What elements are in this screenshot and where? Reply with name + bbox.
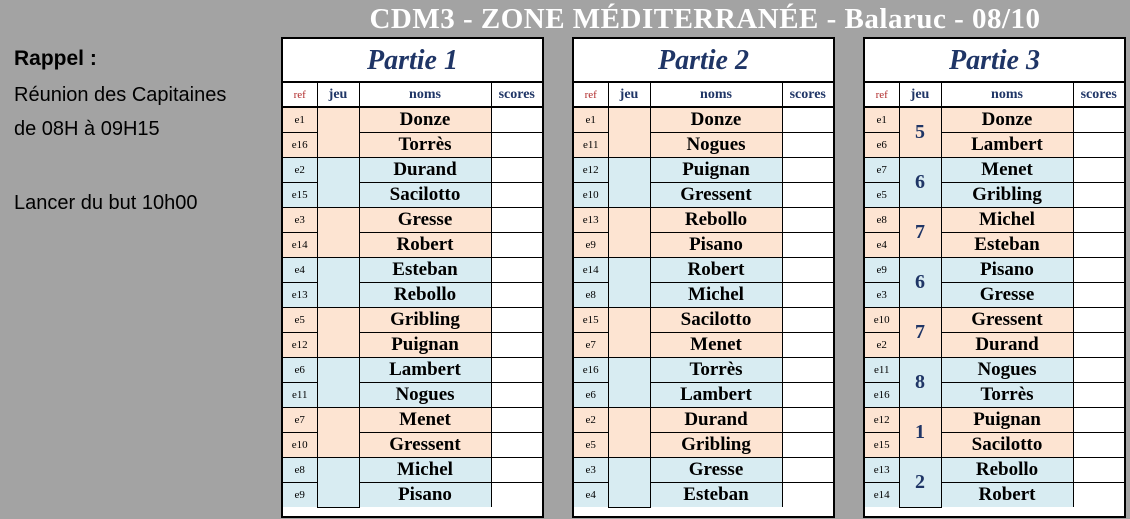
jeu-number — [608, 158, 650, 208]
team-name: Esteban — [359, 258, 491, 283]
header-noms: noms — [941, 83, 1073, 107]
team-name: Torrès — [941, 383, 1073, 408]
team-name: Michel — [650, 283, 782, 308]
team-name: Robert — [941, 483, 1073, 508]
team-ref: e6 — [283, 358, 317, 383]
team-name: Sacilotto — [941, 433, 1073, 458]
jeu-number — [608, 107, 650, 158]
team-name: Esteban — [941, 233, 1073, 258]
team-name: Durand — [359, 158, 491, 183]
jeu-number: 6 — [899, 158, 941, 208]
team-row — [283, 408, 542, 433]
team-ref: e14 — [283, 233, 317, 258]
team-ref: e13 — [283, 283, 317, 308]
score-cell[interactable] — [782, 283, 833, 308]
score-cell[interactable] — [782, 308, 833, 333]
team-name: Esteban — [650, 483, 782, 508]
team-ref: e13 — [865, 458, 899, 483]
team-name: Puignan — [650, 158, 782, 183]
score-cell[interactable] — [782, 358, 833, 383]
reminder-meeting-time: de 08H à 09H15 — [14, 118, 160, 140]
team-row — [574, 408, 833, 433]
team-ref: e9 — [865, 258, 899, 283]
score-cell[interactable] — [491, 333, 542, 358]
header-row — [574, 83, 833, 107]
score-cell[interactable] — [782, 483, 833, 508]
team-ref: e14 — [574, 258, 608, 283]
team-row — [283, 107, 542, 133]
header-jeu: jeu — [317, 83, 359, 107]
team-name: Pisano — [941, 258, 1073, 283]
team-name: Durand — [941, 333, 1073, 358]
team-ref: e4 — [574, 483, 608, 508]
header-ref: ref — [574, 83, 608, 107]
page-title: CDM3 - ZONE MÉDITERRANÉE - Balaruc - 08/10 — [369, 3, 1041, 35]
team-ref: e8 — [283, 458, 317, 483]
score-cell[interactable] — [782, 158, 833, 183]
team-row — [574, 308, 833, 333]
partie-panel-1 — [281, 37, 544, 518]
score-cell[interactable] — [1073, 333, 1124, 358]
team-name: Gribling — [941, 183, 1073, 208]
score-cell[interactable] — [491, 133, 542, 158]
team-name: Lambert — [359, 358, 491, 383]
team-ref: e2 — [283, 158, 317, 183]
header-scores: scores — [491, 83, 542, 107]
match-table — [574, 83, 833, 508]
team-row — [574, 158, 833, 183]
jeu-number — [317, 408, 359, 458]
team-name: Nogues — [941, 358, 1073, 383]
team-name: Michel — [941, 208, 1073, 233]
jeu-number: 5 — [899, 107, 941, 158]
header-ref: ref — [283, 83, 317, 107]
team-name: Gressent — [650, 183, 782, 208]
team-ref: e12 — [865, 408, 899, 433]
score-cell[interactable] — [782, 107, 833, 133]
team-name: Menet — [650, 333, 782, 358]
team-name: Puignan — [359, 333, 491, 358]
jeu-number: 2 — [899, 458, 941, 508]
header-ref: ref — [865, 83, 899, 107]
score-cell[interactable] — [1073, 183, 1124, 208]
team-name: Lambert — [941, 133, 1073, 158]
jeu-number — [608, 308, 650, 358]
team-ref: e11 — [574, 133, 608, 158]
team-name: Menet — [941, 158, 1073, 183]
team-ref: e2 — [865, 333, 899, 358]
match-table — [283, 83, 542, 508]
score-cell[interactable] — [491, 158, 542, 183]
jeu-number — [317, 158, 359, 208]
score-cell[interactable] — [1073, 233, 1124, 258]
team-ref: e13 — [574, 208, 608, 233]
team-row — [574, 458, 833, 483]
team-row — [865, 458, 1124, 483]
team-ref: e14 — [865, 483, 899, 508]
jeu-number — [608, 208, 650, 258]
score-cell[interactable] — [491, 408, 542, 433]
reminder-heading: Rappel : — [14, 47, 97, 70]
team-name: Robert — [650, 258, 782, 283]
team-ref: e6 — [865, 133, 899, 158]
jeu-number — [608, 458, 650, 508]
team-name: Torrès — [359, 133, 491, 158]
team-name: Gresse — [650, 458, 782, 483]
score-cell[interactable] — [782, 383, 833, 408]
team-ref: e10 — [574, 183, 608, 208]
team-name: Donze — [359, 107, 491, 133]
team-name: Donze — [941, 107, 1073, 133]
team-name: Gresse — [359, 208, 491, 233]
team-ref: e16 — [865, 383, 899, 408]
team-ref: e12 — [574, 158, 608, 183]
team-ref: e1 — [283, 107, 317, 133]
team-ref: e3 — [865, 283, 899, 308]
team-ref: e16 — [283, 133, 317, 158]
team-row — [574, 107, 833, 133]
team-row — [865, 258, 1124, 283]
team-name: Robert — [359, 233, 491, 258]
score-cell[interactable] — [1073, 408, 1124, 433]
header-noms: noms — [650, 83, 782, 107]
team-name: Sacilotto — [359, 183, 491, 208]
score-cell[interactable] — [491, 183, 542, 208]
score-cell[interactable] — [491, 358, 542, 383]
score-cell[interactable] — [782, 408, 833, 433]
team-name: Nogues — [650, 133, 782, 158]
score-cell[interactable] — [1073, 483, 1124, 508]
score-cell[interactable] — [1073, 107, 1124, 133]
team-name: Gribling — [650, 433, 782, 458]
jeu-number — [608, 408, 650, 458]
team-row — [865, 208, 1124, 233]
jeu-number — [317, 208, 359, 258]
team-ref: e4 — [865, 233, 899, 258]
team-name: Rebollo — [941, 458, 1073, 483]
team-row — [865, 107, 1124, 133]
jeu-number — [608, 358, 650, 408]
team-ref: e5 — [283, 308, 317, 333]
team-name: Pisano — [359, 483, 491, 508]
team-ref: e6 — [574, 383, 608, 408]
score-cell[interactable] — [1073, 458, 1124, 483]
jeu-number — [608, 258, 650, 308]
partie-title: Partie 1 — [283, 39, 542, 83]
team-name: Rebollo — [650, 208, 782, 233]
score-cell[interactable] — [1073, 433, 1124, 458]
score-cell[interactable] — [491, 233, 542, 258]
reminder-block — [14, 44, 279, 220]
jeu-number — [317, 458, 359, 508]
team-name: Lambert — [650, 383, 782, 408]
team-ref: e7 — [574, 333, 608, 358]
score-cell[interactable] — [1073, 133, 1124, 158]
team-ref: e11 — [283, 383, 317, 408]
jeu-number — [317, 258, 359, 308]
team-name: Nogues — [359, 383, 491, 408]
team-ref: e10 — [865, 308, 899, 333]
partie-panel-3 — [863, 37, 1126, 518]
score-cell[interactable] — [491, 208, 542, 233]
jeu-number — [317, 308, 359, 358]
team-ref: e7 — [865, 158, 899, 183]
team-ref: e5 — [574, 433, 608, 458]
team-row — [283, 458, 542, 483]
header-jeu: jeu — [608, 83, 650, 107]
team-ref: e12 — [283, 333, 317, 358]
team-name: Durand — [650, 408, 782, 433]
team-ref: e9 — [283, 483, 317, 508]
header-row — [283, 83, 542, 107]
partie-title: Partie 3 — [865, 39, 1124, 83]
team-ref: e1 — [574, 107, 608, 133]
team-ref: e7 — [283, 408, 317, 433]
team-name: Torrès — [650, 358, 782, 383]
team-name: Gressent — [941, 308, 1073, 333]
team-ref: e8 — [574, 283, 608, 308]
team-row — [283, 258, 542, 283]
header-jeu: jeu — [899, 83, 941, 107]
team-name: Gribling — [359, 308, 491, 333]
team-name: Puignan — [941, 408, 1073, 433]
team-row — [283, 308, 542, 333]
score-cell[interactable] — [782, 258, 833, 283]
score-cell[interactable] — [782, 233, 833, 258]
score-cell[interactable] — [491, 258, 542, 283]
score-cell[interactable] — [782, 458, 833, 483]
partie-panel-2 — [572, 37, 835, 518]
header-scores: scores — [1073, 83, 1124, 107]
score-cell[interactable] — [1073, 158, 1124, 183]
team-row — [865, 308, 1124, 333]
jeu-number — [317, 107, 359, 158]
score-cell[interactable] — [782, 433, 833, 458]
jeu-number: 6 — [899, 258, 941, 308]
team-ref: e10 — [283, 433, 317, 458]
score-cell[interactable] — [491, 308, 542, 333]
team-row — [283, 358, 542, 383]
team-ref: e9 — [574, 233, 608, 258]
team-name: Gresse — [941, 283, 1073, 308]
score-cell[interactable] — [1073, 383, 1124, 408]
team-ref: e15 — [865, 433, 899, 458]
team-row — [574, 258, 833, 283]
score-cell[interactable] — [1073, 283, 1124, 308]
team-row — [865, 408, 1124, 433]
score-cell[interactable] — [491, 283, 542, 308]
team-name: Michel — [359, 458, 491, 483]
team-ref: e5 — [865, 183, 899, 208]
team-row — [865, 158, 1124, 183]
reminder-meeting: Réunion des Capitaines — [14, 84, 227, 106]
score-cell[interactable] — [491, 483, 542, 508]
team-ref: e8 — [865, 208, 899, 233]
team-name: Sacilotto — [650, 308, 782, 333]
header-scores: scores — [782, 83, 833, 107]
team-ref: e16 — [574, 358, 608, 383]
team-row — [283, 158, 542, 183]
score-cell[interactable] — [1073, 208, 1124, 233]
team-ref: e2 — [574, 408, 608, 433]
reminder-start-time: Lancer du but 10h00 — [14, 192, 198, 214]
jeu-number: 8 — [899, 358, 941, 408]
team-name: Rebollo — [359, 283, 491, 308]
team-ref: e1 — [865, 107, 899, 133]
team-name: Donze — [650, 107, 782, 133]
header-noms: noms — [359, 83, 491, 107]
partie-title: Partie 2 — [574, 39, 833, 83]
team-ref: e3 — [574, 458, 608, 483]
team-ref: e15 — [574, 308, 608, 333]
score-cell[interactable] — [782, 183, 833, 208]
team-row — [574, 358, 833, 383]
team-row — [865, 358, 1124, 383]
score-cell[interactable] — [1073, 258, 1124, 283]
team-row — [283, 208, 542, 233]
jeu-number: 1 — [899, 408, 941, 458]
score-cell[interactable] — [491, 433, 542, 458]
score-cell[interactable] — [491, 383, 542, 408]
team-row — [574, 208, 833, 233]
team-ref: e3 — [283, 208, 317, 233]
score-cell[interactable] — [782, 133, 833, 158]
header-row — [865, 83, 1124, 107]
team-ref: e4 — [283, 258, 317, 283]
team-name: Pisano — [650, 233, 782, 258]
score-cell[interactable] — [491, 458, 542, 483]
jeu-number — [317, 358, 359, 408]
score-cell[interactable] — [1073, 358, 1124, 383]
score-cell[interactable] — [1073, 308, 1124, 333]
match-table — [865, 83, 1124, 508]
team-name: Menet — [359, 408, 491, 433]
jeu-number: 7 — [899, 308, 941, 358]
team-ref: e15 — [283, 183, 317, 208]
team-ref: e11 — [865, 358, 899, 383]
team-name: Gressent — [359, 433, 491, 458]
score-cell[interactable] — [491, 107, 542, 133]
score-cell[interactable] — [782, 333, 833, 358]
jeu-number: 7 — [899, 208, 941, 258]
score-cell[interactable] — [782, 208, 833, 233]
